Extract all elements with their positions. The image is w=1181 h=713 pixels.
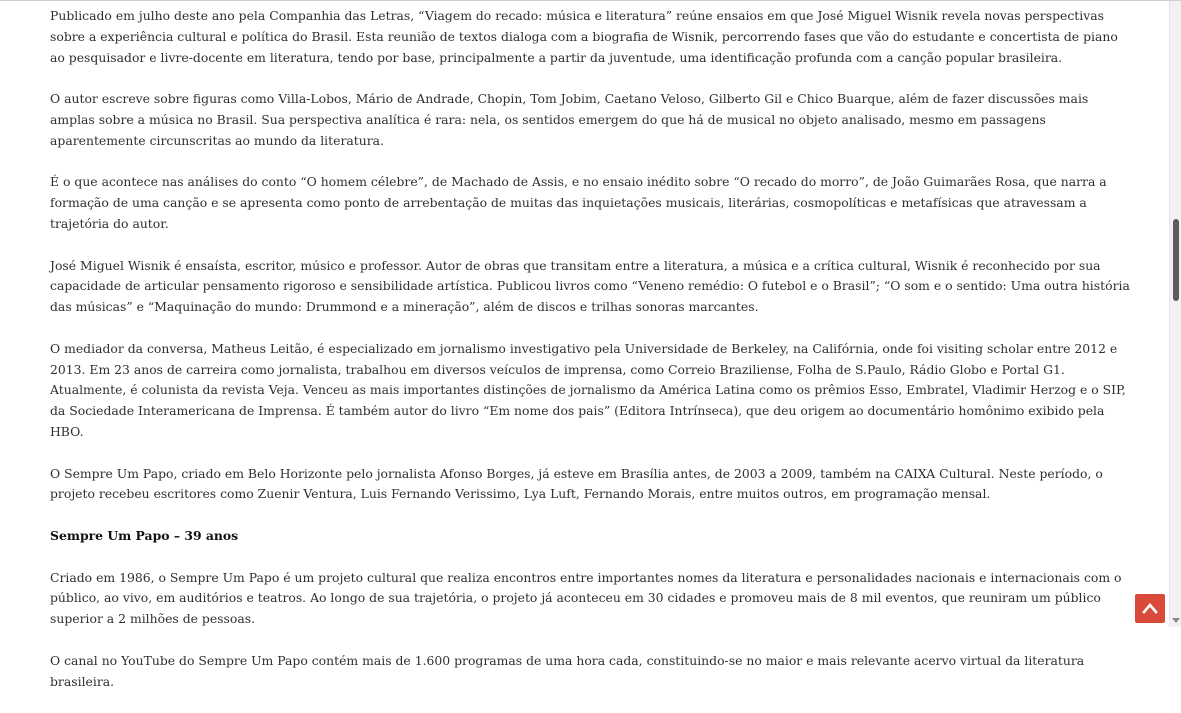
back-to-top-button[interactable]: [1135, 594, 1165, 623]
article-paragraph: Criado em 1986, o Sempre Um Papo é um projeto cultural que realiza encontros entre importantes nomes da literatura e personalidades nacionais e internacionais com o público, ao vivo, em auditórios e teatros. Ao longo de sua trajetória, o projeto já aconteceu em 30 cidades e promoveu mais de 8 mil eventos, que reuniram um público superior a 2 milhões de pessoas.: [50, 569, 1122, 627]
article-paragraph: O mediador da conversa, Matheus Leitão, é especializado em jornalismo investigativo pela Universidade de Berkeley, na Califórnia, onde foi visiting scholar entre 2012 e 2013. Em 23 anos de carreira como jornalista, trabalhou em diversos veículos de imprensa, como Correio Braziliense, Folha de S.Paulo, Rádio Globo e Portal G1. Atualmente, é colunista da revista Veja. Venceu as mais importantes distinções de jornalismo da América Latina como os prêmios Esso, Embratel, Vladimir Herzog e o SIP, da Sociedade Interamericana de Imprensa. É também autor do livro “Em nome dos pais” (Editora Intrínseca), que deu origem ao documentário homônimo exibido pela HBO.: [50, 340, 1126, 439]
article-body: [50, 6, 1130, 713]
vertical-scrollbar[interactable]: [1169, 1, 1181, 627]
scroll-down-arrow-icon[interactable]: [1172, 618, 1180, 623]
section-heading: Sempre Um Papo – 39 anos: [50, 527, 239, 543]
article-paragraph: O canal no YouTube do Sempre Um Papo contém mais de 1.600 programas de uma hora cada, constituindo-se no maior e mais relevante acervo virtual da literatura brasileira.: [50, 652, 1085, 689]
article-paragraph: José Miguel Wisnik é ensaísta, escritor, músico e professor. Autor de obras que transitam entre a literatura, a música e a crítica cultural, Wisnik é reconhecido por sua capacidade de articular pensamento rigoroso e sensibilidade artística. Publicou livros como “Veneno remédio: O futebol e o Brasil”; “O som e o sentido: Uma outra história das músicas” e “Maquinação do mundo: Drummond e a mineração”, além de discos e trilhas sonoras marcantes.: [50, 257, 1130, 315]
article-paragraph: É o que acontece nas análises do conto “O homem célebre”, de Machado de Assis, e no ensaio inédito sobre “O recado do morro”, de João Guimarães Rosa, que narra a formação de uma canção e se apresenta como ponto de arrebentação de muitas das inquietações musicais, literárias, cosmopolíticas e metafísicas que atravessam a trajetória do autor.: [50, 174, 1107, 231]
article-paragraph: Publicado em julho deste ano pela Companhia das Letras, “Viagem do recado: música e literatura” reúne ensaios em que José Miguel Wisnik revela novas perspectivas sobre a experiência cultural e política do Brasil. Esta reunião de textos dialoga com a biografia de Wisnik, percorrendo fases que vão do estudante e concertista de piano ao pesquisador e livre-docente em literatura, tendo por base, principalmente a partir da juventude, uma identificação profunda com a canção popular brasileira.: [50, 8, 1118, 65]
chevron-up-icon: [1142, 602, 1158, 614]
article-paragraph: O autor escreve sobre figuras como Villa-Lobos, Mário de Andrade, Chopin, Tom Jobim, Caetano Veloso, Gilberto Gil e Chico Buarque, além de fazer discussões mais amplas sobre a música no Brasil. Sua perspectiva analítica é rara: nela, os sentidos emergem do que há de musical no objeto analisado, mesmo em passagens aparentemente circunscritas ao mundo da literatura.: [50, 91, 1089, 148]
article-paragraph: O Sempre Um Papo, criado em Belo Horizonte pelo jornalista Afonso Borges, já esteve em Brasília antes, de 2003 a 2009, também na CAIXA Cultural. Neste período, o projeto recebeu escritores como Zuenir Ventura, Luis Fernando Verissimo, Lya Luft, Fernando Morais, entre muitos outros, em programação mensal.: [50, 465, 1103, 502]
scrollbar-thumb[interactable]: [1173, 219, 1179, 301]
